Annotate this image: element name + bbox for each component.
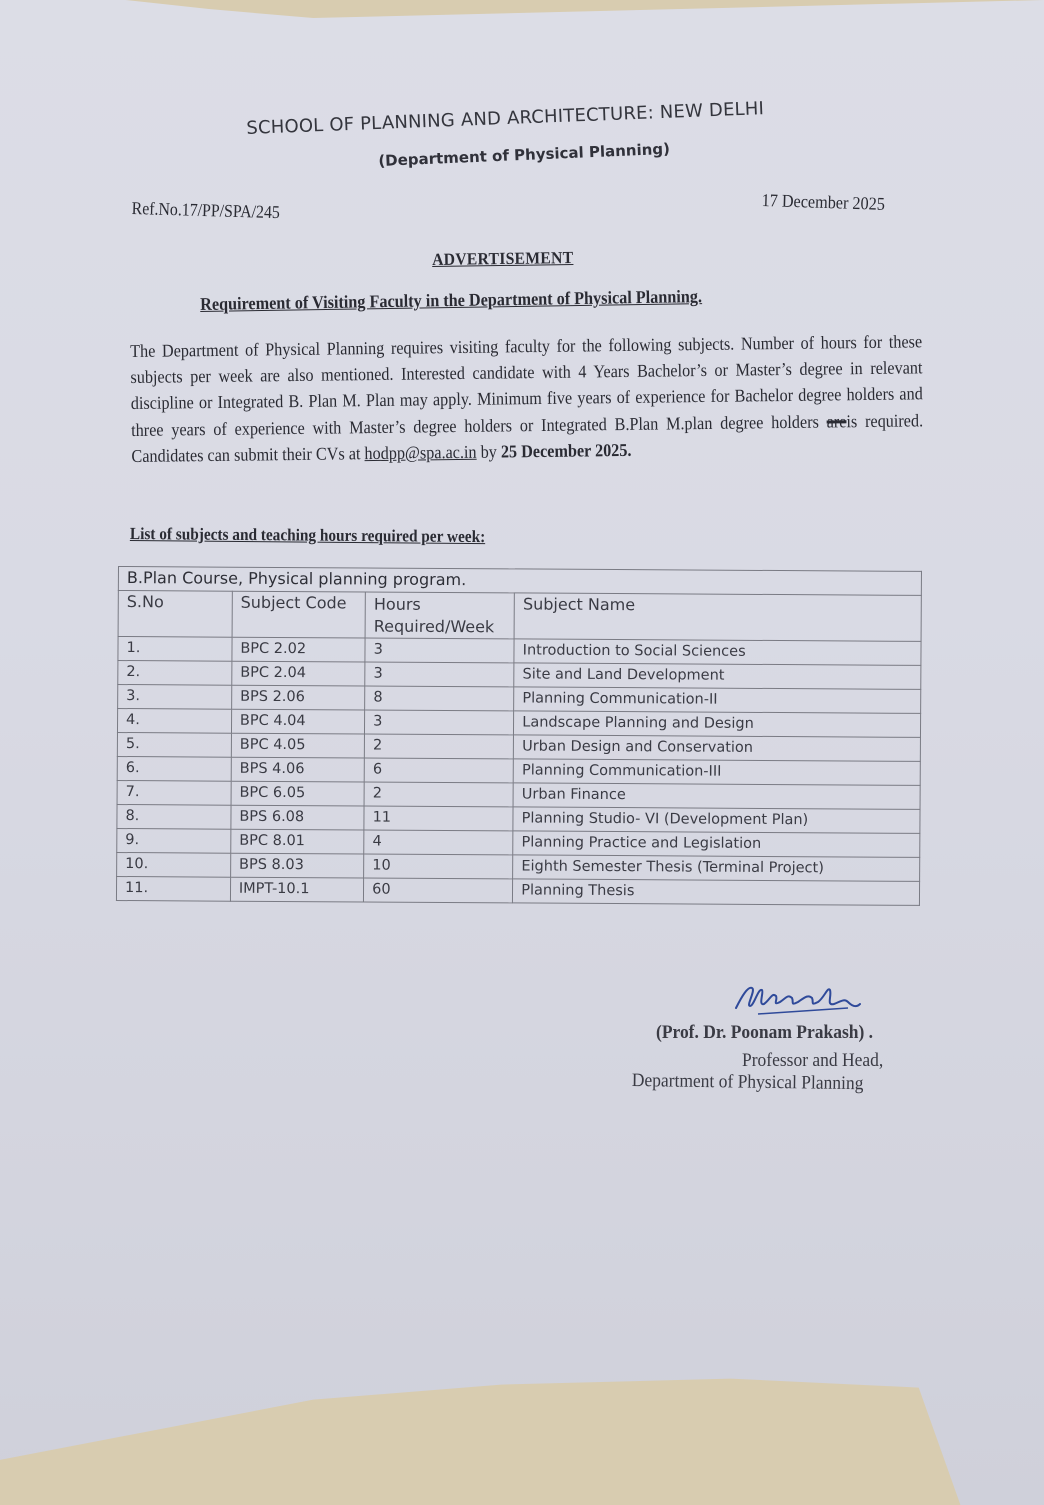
contact-email-link[interactable]: hodpp@spa.ac.in <box>364 441 477 463</box>
cell-hours: 3 <box>365 710 514 735</box>
table-header-row <box>118 591 921 642</box>
cell-subject-code: BPC 6.05 <box>231 781 364 806</box>
cell-subject-code: BPC 4.04 <box>231 709 364 734</box>
department-name: (Department of Physical Planning) <box>378 139 671 170</box>
cell-subject-code: BPS 8.03 <box>230 853 363 878</box>
notice-subject: Requirement of Visiting Faculty in the Department of Physical Planning. <box>200 286 703 314</box>
cell-sno: 5. <box>117 732 231 757</box>
cell-subject-name: Planning Studio- VI (Development Plan) <box>513 807 920 833</box>
cell-subject-code: BPC 4.05 <box>231 733 364 758</box>
table-caption: B.Plan Course, Physical planning program. <box>118 567 921 596</box>
cell-sno: 1. <box>118 637 232 662</box>
signature-icon <box>728 978 868 1018</box>
cell-hours: 2 <box>364 782 513 807</box>
cell-subject-code: BPC 2.02 <box>232 637 365 662</box>
cell-subject-code: BPS 4.06 <box>231 757 364 782</box>
cell-subject-name: Urban Finance <box>513 783 920 809</box>
cell-subject-name: Planning Communication-III <box>513 759 920 785</box>
cell-hours: 11 <box>364 806 513 831</box>
notice-title: ADVERTISEMENT <box>432 248 574 269</box>
subjects-table <box>116 566 922 906</box>
cell-subject-name: Eighth Semester Thesis (Terminal Project) <box>513 855 920 881</box>
table-row <box>116 876 919 905</box>
cell-sno: 4. <box>117 709 231 734</box>
cell-subject-name: Planning Communication-II <box>514 687 921 713</box>
cell-sno: 6. <box>117 756 231 781</box>
notice-body <box>130 328 924 469</box>
subjects-table-container <box>116 566 922 906</box>
cell-subject-name: Introduction to Social Sciences <box>514 639 921 665</box>
subjects-list-heading: List of subjects and teaching hours required per week: <box>129 524 486 547</box>
cell-sno: 8. <box>117 804 231 829</box>
cell-hours: 4 <box>364 830 513 855</box>
column-header-sno: S.No <box>118 591 232 638</box>
cell-subject-name: Landscape Planning and Design <box>514 711 921 737</box>
cell-sno: 7. <box>117 780 231 805</box>
signatory-name: (Prof. Dr. Poonam Prakash) . <box>656 1022 874 1043</box>
cell-subject-code: IMPT-10.1 <box>230 877 363 902</box>
cell-subject-code: BPS 6.08 <box>231 805 364 830</box>
signatory-title: Professor and Head, <box>742 1050 884 1071</box>
cell-subject-code: BPS 2.06 <box>232 685 365 710</box>
table-body <box>116 637 921 906</box>
reference-number: Ref.No.17/PP/SPA/245 <box>131 198 281 223</box>
column-header-hours <box>365 592 514 639</box>
institution-name: SCHOOL OF PLANNING AND ARCHITECTURE: NEW DELHI <box>246 98 765 139</box>
cell-hours: 3 <box>365 662 514 687</box>
cell-sno: 9. <box>117 828 231 853</box>
notice-date: 17 December 2025 <box>761 190 886 214</box>
cell-hours: 10 <box>364 854 513 879</box>
cell-subject-name: Planning Practice and Legislation <box>513 831 920 857</box>
deadline-date: 25 December 2025. <box>500 439 632 462</box>
cell-hours: 3 <box>365 638 514 663</box>
cell-sno: 10. <box>117 852 231 877</box>
body-text: The Department of Physical Planning requires visiting faculty for the following subjects. Number of hours for these subjects per week are also mentioned. Interested candidate with 4 Years Bachelor’s or Master’s degree in relevant discipline or Integrated B. Plan M. Plan may apply. Minimum five years of experience for Bachelor degree holders and three years of experience with Master’s degree holders or Integrated B.Plan M.plan degree holders <box>130 331 923 440</box>
column-header-hours-line2: Required/Week <box>373 616 495 637</box>
cell-sno: 2. <box>118 661 232 686</box>
column-header-name: Subject Name <box>514 593 921 641</box>
cell-hours: 6 <box>364 758 513 783</box>
cell-subject-code: BPC 2.04 <box>232 661 365 686</box>
cell-hours: 2 <box>364 734 513 759</box>
cell-sno: 11. <box>116 876 230 901</box>
body-text-continued: is required. Candidates can submit their CVs at <box>131 409 924 466</box>
struck-word: are <box>826 410 847 432</box>
cell-subject-name: Site and Land Development <box>514 663 921 689</box>
cell-subject-code: BPC 8.01 <box>231 829 364 854</box>
signatory-department: Department of Physical Planning <box>631 1070 864 1095</box>
cell-subject-name: Urban Design and Conservation <box>514 735 921 761</box>
by-text: by <box>476 441 501 462</box>
cell-hours: 8 <box>365 686 514 711</box>
column-header-hours-line1: Hours <box>373 594 421 614</box>
cell-sno: 3. <box>118 685 232 710</box>
cell-hours: 60 <box>364 878 513 903</box>
column-header-code: Subject Code <box>232 591 366 638</box>
cell-subject-name: Planning Thesis <box>513 879 920 905</box>
